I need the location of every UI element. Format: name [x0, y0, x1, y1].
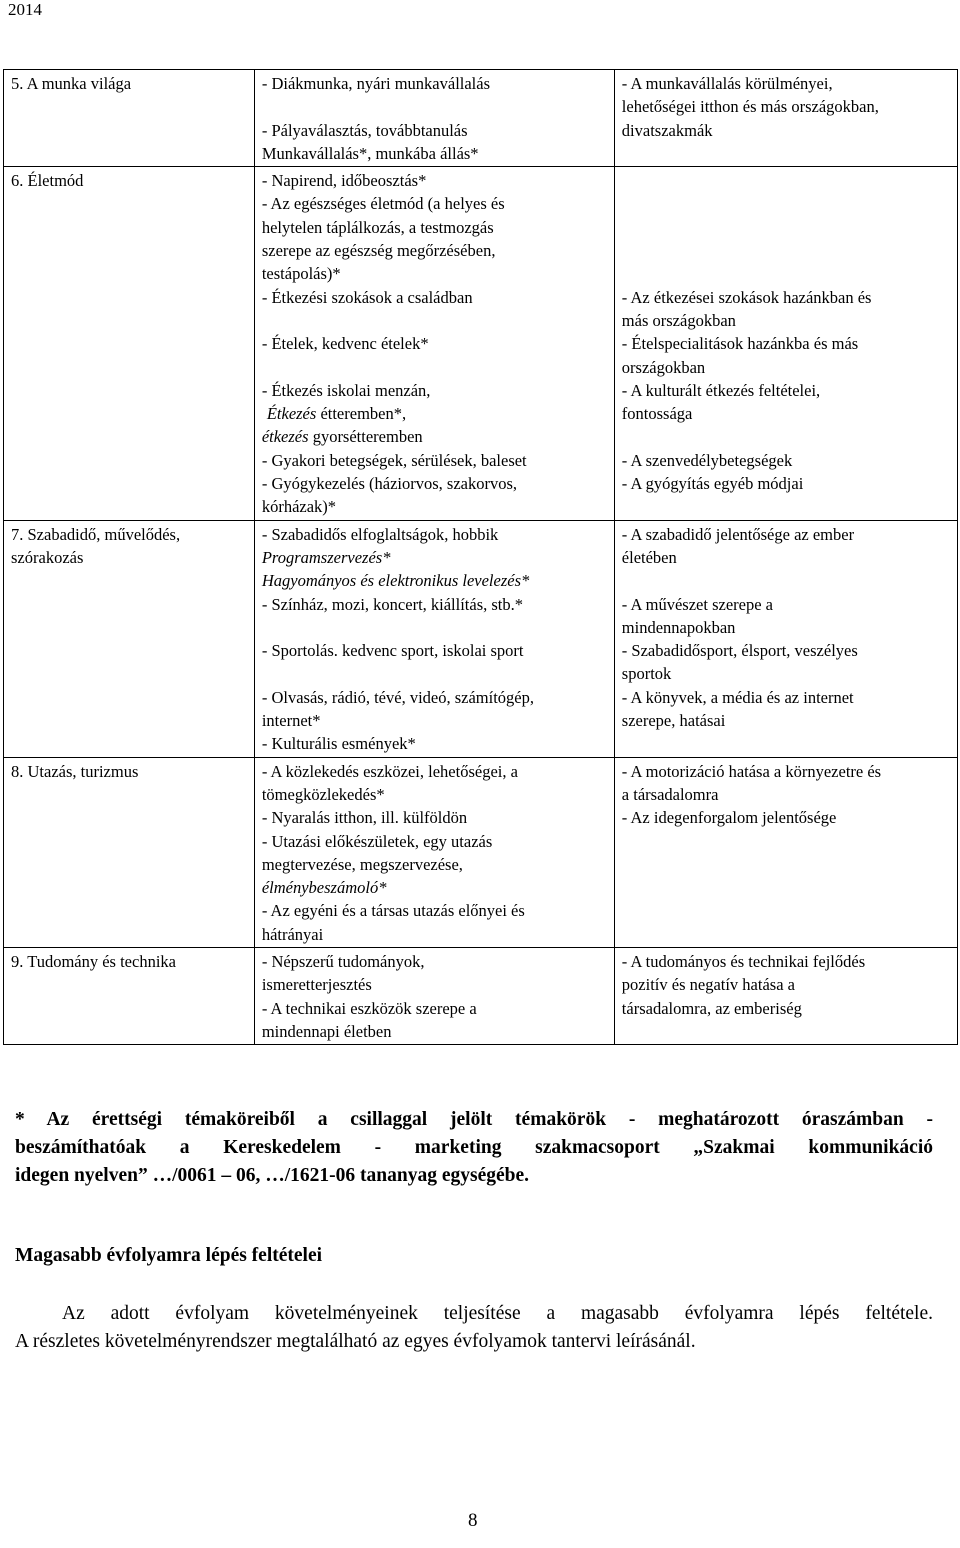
intercultural-line: sportok [621, 664, 672, 684]
topic-title: 5. A munka világa [11, 74, 132, 93]
blank-line [622, 425, 951, 448]
italic-text: Étkezés [266, 404, 317, 424]
content-line: szerepe az egészség megőrzésében, [261, 241, 496, 261]
content-cell [254, 757, 614, 947]
intercultural-line: lehetőségei itthon és más országokban, [621, 97, 879, 117]
content-line: - Nyaralás itthon, ill. külföldön [261, 808, 468, 828]
italic-text: étkezés [261, 427, 309, 447]
content-line: - Színház, mozi, koncert, kiállítás, stb.* [261, 594, 524, 614]
regular-text: gyorsétteremben [308, 427, 423, 447]
content-line: - Olvasás, rádió, tévé, videó, számítógép, [261, 687, 534, 707]
blank-line [622, 239, 951, 262]
italic-text: Hagyományos és elektronikus levelezés* [261, 571, 530, 591]
topic-title: 8. Utazás, turizmus [11, 761, 139, 781]
content-line: - A közlekedés eszközei, lehetőségei, a [261, 761, 518, 781]
page-year: 2014 [8, 0, 42, 19]
topic-cell [4, 70, 255, 167]
intercultural-line: - A motorizáció hatása a környezetre és [621, 761, 882, 781]
intercultural-cell [614, 520, 957, 757]
content-line: - Az egyéni és a társas utazás előnyei és [261, 901, 525, 921]
intercultural-line: mindennapokban [621, 617, 736, 637]
content-line: - Ételek, kedvenc ételek* [261, 334, 429, 354]
topic-row [4, 947, 958, 1044]
blank-line [622, 192, 951, 215]
topic-table [3, 69, 958, 1045]
intercultural-line: szerepe, hatásai [621, 711, 726, 731]
intercultural-line: országokban [621, 357, 706, 377]
content-line [262, 876, 608, 899]
content-line: testápolás)* [261, 264, 341, 284]
intercultural-line: - A tudományos és technikai fejlődés [621, 951, 866, 971]
topic-row [4, 757, 958, 947]
topic-cell [4, 947, 255, 1044]
content-line [262, 546, 608, 569]
paragraph-line-2: A részletes követelményrendszer megtalálható az egyes évfolyamok tantervi leírásánál. [15, 1331, 696, 1352]
blank-line [622, 262, 951, 285]
intercultural-line: - A könyvek, a média és az internet [621, 687, 854, 707]
intercultural-cell [614, 70, 957, 167]
topic-title: 7. Szabadidő, művelődés, [11, 524, 181, 544]
content-line: - Napirend, időbeosztás* [261, 171, 427, 191]
content-line: ismeretterjesztés [261, 975, 372, 995]
topic-title: 6. Életmód [11, 171, 84, 191]
topic-cell [4, 757, 255, 947]
footnote-line-1: * Az érettségi témaköreiből a csillaggal jelölt témakörök - meghatározott óraszámban - [15, 1109, 933, 1130]
intercultural-line: fontossága [621, 404, 693, 424]
content-line: - Gyógykezelés (háziorvos, szakorvos, [261, 474, 518, 494]
intercultural-line: - A munkavállalás körülményei, [621, 74, 833, 93]
content-cell [254, 167, 614, 520]
content-line: Munkavállalás*, munkába állás* [261, 143, 479, 163]
section-heading: Magasabb évfolyamra lépés feltételei [15, 1245, 323, 1266]
intercultural-line: - Ételspecialitások hazánkba és más [621, 334, 859, 354]
content-line: mindennapi életben [261, 1021, 392, 1041]
topic-row [4, 167, 958, 520]
footnote-line-2: beszámíthatóak a Kereskedelem - marketing szakmacsoport „Szakmai kommunikáció [15, 1137, 933, 1158]
intercultural-line: - A kulturált étkezés feltételei, [621, 380, 821, 400]
content-line: - Népszerű tudományok, [261, 951, 425, 971]
content-cell [254, 520, 614, 757]
blank-line [262, 616, 608, 639]
intercultural-line: - A gyógyítás egyéb módjai [621, 474, 804, 494]
intercultural-line: - Az idegenforgalom jelentősége [621, 808, 837, 828]
italic-text: élménybeszámoló* [261, 878, 387, 898]
content-line: kórházak)* [261, 497, 337, 517]
regular-text: étteremben*, [316, 404, 407, 424]
intercultural-line: - Szabadidősport, élsport, veszélyes [621, 641, 858, 661]
content-line: - Szabadidős elfoglaltságok, hobbik [261, 524, 499, 544]
asterisk-footnote [15, 1106, 933, 1190]
content-line [262, 569, 608, 592]
intercultural-line: társadalomra, az emberiség [621, 998, 802, 1018]
intercultural-line: - Az étkezései szokások hazánkban és [621, 287, 872, 307]
blank-line [622, 169, 951, 192]
topic-title: 9. Tudomány és technika [11, 951, 176, 971]
topic-cell [4, 167, 255, 520]
blank-line [622, 216, 951, 239]
content-line: - Étkezés iskolai menzán, [261, 380, 431, 400]
blank-line [262, 309, 608, 332]
intercultural-line: - A szabadidő jelentősége az ember [621, 524, 855, 544]
blank-line [622, 569, 951, 592]
intercultural-line: divatszakmák [621, 120, 713, 140]
footnote-line-3: idegen nyelven” …/0061 – 06, …/1621-06 tananyag egységébe. [15, 1165, 530, 1186]
content-line [262, 425, 608, 448]
content-line: - Utazási előkészületek, egy utazás [261, 831, 493, 851]
requirements-paragraph [15, 1300, 933, 1356]
intercultural-line: életében [621, 547, 677, 567]
content-line: internet* [261, 711, 321, 731]
page-number: 8 [468, 1510, 478, 1531]
content-line: tömegközlekedés* [261, 784, 385, 804]
content-line: - Sportolás. kedvenc sport, iskolai sport [261, 641, 524, 661]
intercultural-line: - A művészet szerepe a [621, 594, 773, 614]
content-line: - Étkezési szokások a családban [261, 287, 473, 307]
intercultural-cell [614, 167, 957, 520]
blank-line [262, 95, 608, 118]
content-line: - Pályaválasztás, továbbtanulás [261, 120, 468, 140]
intercultural-cell [614, 947, 957, 1044]
paragraph-line-1: Az adott évfolyam követelményeinek teljesítése a magasabb évfolyamra lépés feltétele. [62, 1303, 933, 1324]
content-line: helytelen táplálkozás, a testmozgás [261, 217, 494, 237]
topic-title: szórakozás [11, 547, 84, 567]
content-line: - Kulturális esmények* [261, 734, 416, 754]
intercultural-line: - A szenvedélybetegségek [621, 450, 793, 470]
blank-line [262, 662, 608, 685]
topic-row [4, 70, 958, 167]
intercultural-cell [614, 757, 957, 947]
intercultural-line: más országokban [621, 310, 736, 330]
blank-line [262, 356, 608, 379]
content-line [262, 402, 608, 425]
content-cell [254, 70, 614, 167]
intercultural-line: a társadalomra [621, 784, 719, 804]
content-cell [254, 947, 614, 1044]
content-line: megtervezése, megszervezése, [261, 854, 463, 874]
italic-text: Programszervezés* [261, 547, 391, 567]
topic-row [4, 520, 958, 757]
topic-cell [4, 520, 255, 757]
content-line: - Az egészséges életmód (a helyes és [261, 194, 505, 214]
content-line: - A technikai eszközök szerepe a [261, 998, 477, 1018]
intercultural-line: pozitív és negatív hatása a [621, 975, 795, 995]
content-line: - Gyakori betegségek, sérülések, baleset [261, 450, 527, 470]
content-line: - Diákmunka, nyári munkavállalás [261, 74, 491, 93]
content-line: hátrányai [261, 924, 324, 944]
